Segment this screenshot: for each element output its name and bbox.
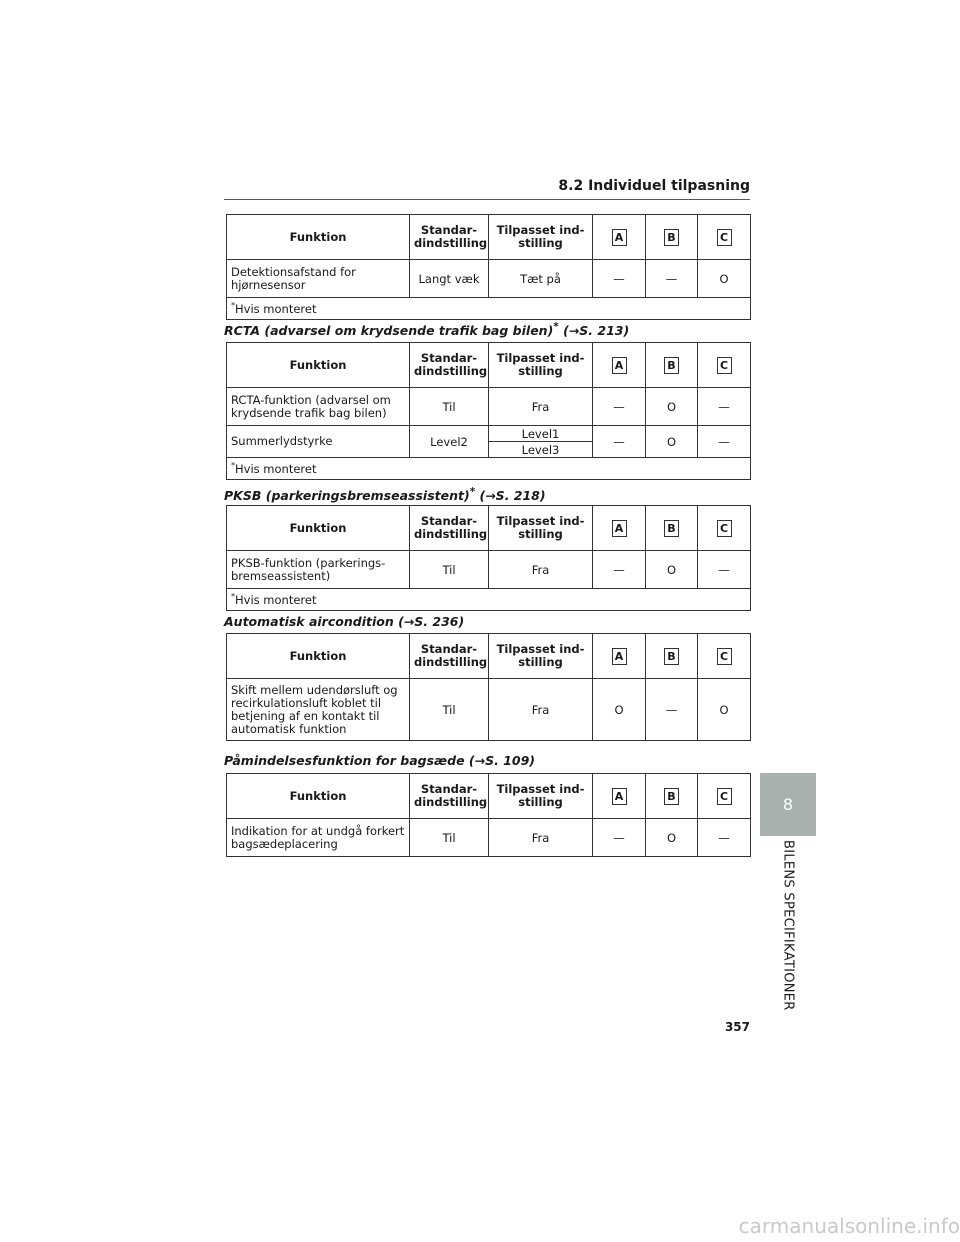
col-header-funktion: Funktion — [227, 634, 410, 679]
standard-cell: Level2 — [410, 426, 489, 458]
c-cell: — — [698, 388, 751, 426]
function-cell: RCTA-funktion (advarsel om krydsende trafik bag bilen) — [227, 388, 410, 426]
col-header-b: B — [664, 357, 679, 374]
section-title-bagsaede — [224, 753, 535, 768]
table-rcta — [226, 342, 751, 480]
note-asterisk: * — [231, 592, 235, 602]
col-header-tilpasset: Tilpasset ind- stilling — [489, 343, 593, 388]
page-reference-link[interactable]: (→S. 236) — [398, 614, 465, 629]
col-header-b: B — [664, 648, 679, 665]
standard-cell: Til — [410, 819, 489, 857]
table-row — [227, 679, 751, 741]
function-cell: Summerlydstyrke — [227, 426, 410, 458]
page-header-title: 8.2 Individuel tilpasning — [558, 178, 750, 194]
col-header-c: C — [717, 357, 732, 374]
table-note: Hvis monteret — [235, 461, 317, 476]
page-reference-link[interactable]: (→S. 109) — [468, 753, 536, 768]
c-cell: — — [698, 551, 751, 589]
table-note-row — [227, 589, 751, 611]
custom-cell: Fra — [489, 551, 593, 589]
table-header-row — [227, 634, 751, 679]
col-header-tilpasset: Tilpasset ind- stilling — [489, 215, 593, 260]
a-cell: — — [593, 260, 646, 298]
col-header-a: A — [612, 788, 627, 805]
table-aircondition — [226, 633, 751, 741]
col-header-funktion: Funktion — [227, 343, 410, 388]
col-header-funktion: Funktion — [227, 506, 410, 551]
function-cell: Detektionsafstand for hjørnesensor — [227, 260, 410, 298]
col-header-funktion: Funktion — [227, 774, 410, 819]
note-asterisk: * — [231, 461, 235, 471]
table-row — [227, 819, 751, 857]
table-pksb — [226, 505, 751, 611]
standard-cell: Til — [410, 679, 489, 741]
col-header-standard: Standar- dindstilling — [410, 215, 489, 260]
col-header-a: A — [612, 229, 627, 246]
custom-cell: Tæt på — [489, 260, 593, 298]
a-cell: O — [593, 679, 646, 741]
section-title-text: RCTA (advarsel om krydsende trafik bag bilen) — [224, 323, 554, 339]
header-rule — [224, 199, 750, 200]
a-cell: — — [593, 426, 646, 458]
section-title-rcta — [224, 321, 629, 338]
section-title-text: PKSB (parkeringsbremseassistent) — [224, 488, 470, 504]
c-cell: O — [698, 260, 751, 298]
section-asterisk: * — [553, 321, 559, 333]
table-note-row — [227, 298, 751, 320]
table-header-row — [227, 215, 751, 260]
chapter-side-label — [760, 840, 816, 1010]
table-header-row — [227, 774, 751, 819]
b-cell: — — [646, 679, 698, 741]
a-cell: — — [593, 388, 646, 426]
b-cell: — — [646, 260, 698, 298]
function-cell: Indikation for at undgå forkert bagsædeplacering — [227, 819, 410, 857]
page-number: 357 — [724, 1020, 750, 1034]
col-header-a: A — [612, 357, 627, 374]
col-header-a: A — [612, 520, 627, 537]
chapter-label-text: BILENS SPECIFIKATIONER — [780, 840, 796, 1011]
c-cell: O — [698, 679, 751, 741]
table-row — [227, 426, 751, 442]
custom-cell: Fra — [489, 819, 593, 857]
col-header-b: B — [664, 520, 679, 537]
col-header-b: B — [664, 788, 679, 805]
table-row — [227, 388, 751, 426]
table-row — [227, 551, 751, 589]
standard-cell: Til — [410, 551, 489, 589]
col-header-standard: Standar- dindstilling — [410, 343, 489, 388]
col-header-tilpasset: Tilpasset ind- stilling — [489, 634, 593, 679]
watermark: carmanualsonline.info — [738, 1214, 960, 1238]
b-cell: O — [646, 551, 698, 589]
col-header-tilpasset: Tilpasset ind- stilling — [489, 506, 593, 551]
table-bagsaede — [226, 773, 751, 857]
col-header-c: C — [717, 788, 732, 805]
b-cell: O — [646, 388, 698, 426]
table-note-row — [227, 458, 751, 480]
function-cell: Skift mellem udendørsluft og recirkulationsluft koblet til betjening af en kontakt til automatisk funktion — [227, 679, 410, 741]
chapter-number: 8 — [782, 795, 794, 814]
table-note: Hvis monteret — [235, 301, 317, 316]
section-title-text: Påmindelsesfunktion for bagsæde — [224, 753, 465, 768]
table-corner-sensor — [226, 214, 751, 320]
b-cell: O — [646, 819, 698, 857]
page-reference-link[interactable]: (→S. 218) — [479, 488, 546, 504]
a-cell: — — [593, 819, 646, 857]
custom-cell: Level3 — [489, 442, 593, 458]
function-cell: PKSB-funktion (parkerings- bremseassistent) — [227, 551, 410, 589]
col-header-a: A — [612, 648, 627, 665]
note-asterisk: * — [231, 301, 235, 311]
col-header-standard: Standar- dindstilling — [410, 774, 489, 819]
custom-cell: Level1 — [489, 426, 593, 442]
col-header-standard: Standar- dindstilling — [410, 506, 489, 551]
c-cell: — — [698, 819, 751, 857]
section-title-text: Automatisk aircondition — [224, 614, 394, 629]
col-header-b: B — [664, 229, 679, 246]
page-reference-link[interactable]: (→S. 213) — [563, 323, 630, 339]
table-header-row — [227, 506, 751, 551]
col-header-tilpasset: Tilpasset ind- stilling — [489, 774, 593, 819]
section-title-aircondition — [224, 614, 464, 629]
section-asterisk: * — [469, 486, 476, 498]
custom-cell: Fra — [489, 679, 593, 741]
table-header-row — [227, 343, 751, 388]
col-header-c: C — [717, 520, 732, 537]
standard-cell: Til — [410, 388, 489, 426]
a-cell: — — [593, 551, 646, 589]
col-header-standard: Standar- dindstilling — [410, 634, 489, 679]
col-header-c: C — [717, 648, 732, 665]
standard-cell: Langt væk — [410, 260, 489, 298]
custom-cell: Fra — [489, 388, 593, 426]
chapter-tab[interactable] — [760, 773, 816, 836]
col-header-funktion: Funktion — [227, 215, 410, 260]
c-cell: — — [698, 426, 751, 458]
table-row — [227, 260, 751, 298]
b-cell: O — [646, 426, 698, 458]
col-header-c: C — [717, 229, 732, 246]
table-note: Hvis monteret — [235, 592, 317, 607]
section-title-pksb — [224, 486, 546, 503]
